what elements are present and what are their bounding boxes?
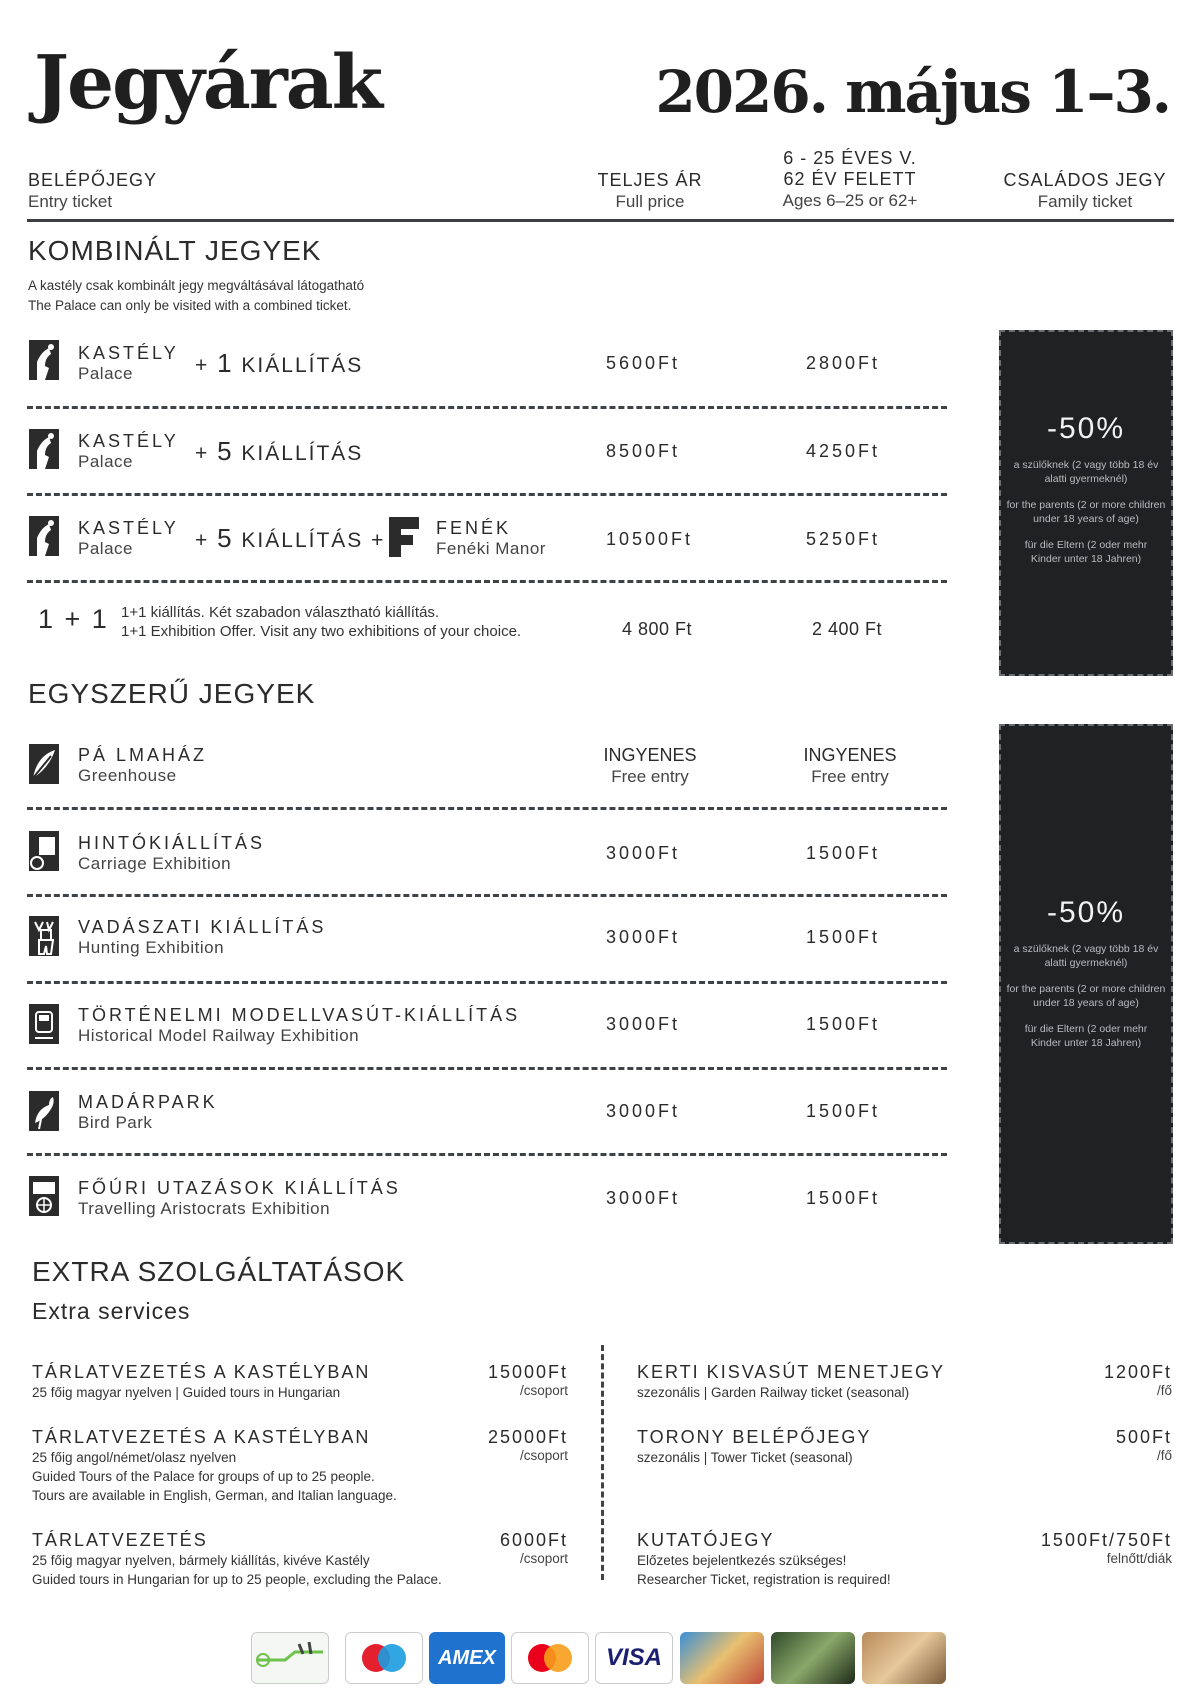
- garden-railway-card-icon: [251, 1632, 329, 1684]
- family-hu: a szülőknek (2 vagy több 18 év alatti gyermeknél): [1013, 459, 1159, 485]
- divider: [27, 406, 947, 409]
- divider: [27, 894, 947, 897]
- combo-row-2-reduced: 4250Ft: [806, 441, 881, 461]
- simple-row-6-full: 3000Ft: [606, 1188, 681, 1208]
- combo-row-1-plus: + 1 KIÁLLÍTÁS: [195, 348, 364, 378]
- col-reduced-hu1: 6 - 25 ÉVES V.: [783, 148, 917, 168]
- service-unit: /csoport: [519, 1383, 568, 1398]
- col-family-en: Family ticket: [1037, 192, 1133, 211]
- oneplusone-full: 4 800 Ft: [622, 619, 693, 639]
- palace-icon: [27, 427, 61, 476]
- family-pct: -50%: [1046, 896, 1126, 929]
- oneplusone-hu: 1+1 kiállítás. Két szabadon választható kiállítás.: [121, 604, 440, 621]
- col-reduced: [760, 148, 940, 211]
- simple-row-3-sub: Hunting Exhibition: [78, 938, 225, 957]
- simple-row-2-reduced: 1500Ft: [806, 843, 881, 863]
- mastercard-icon: [511, 1632, 589, 1684]
- service-price-box: [440, 1362, 568, 1398]
- combo-row-3-num: 5: [217, 523, 234, 553]
- oneplusone-en: 1+1 Exhibition Offer. Visit any two exhibitions of your choice.: [121, 623, 522, 640]
- service-title: TÁRLATVEZETÉS A KASTÉLYBAN: [32, 1427, 371, 1447]
- simple-row-4-full: 3000Ft: [606, 1014, 681, 1034]
- service-title: KUTATÓJEGY: [637, 1530, 775, 1550]
- free-en: Free entry: [611, 767, 689, 786]
- col-full-en: Full price: [615, 192, 685, 211]
- free-hu: INGYENES: [803, 745, 897, 765]
- family-pct: -50%: [1046, 412, 1126, 445]
- service-unit: /csoport: [519, 1551, 568, 1566]
- combo-row-2-word: KIÁLLÍTÁS: [241, 442, 364, 465]
- service-price-box: [1010, 1427, 1172, 1463]
- service-desc: Tours are available in English, German, and Italian language.: [32, 1488, 397, 1503]
- simple-row-5-title: MADÁRPARK: [78, 1092, 218, 1112]
- header-rule: [27, 219, 1174, 222]
- combo-row-2-full: 8500Ft: [606, 441, 681, 461]
- service-desc: Guided Tours of the Palace for groups of up to 25 people.: [32, 1469, 375, 1484]
- service-price: 1500Ft/750Ft: [1040, 1530, 1172, 1550]
- combo-row-1-title: KASTÉLY: [78, 343, 179, 363]
- simple-row-3-title: VADÁSZATI KIÁLLÍTÁS: [78, 917, 327, 937]
- simple-row-1-reduced: [780, 745, 920, 787]
- service-item: [637, 1362, 997, 1402]
- combo-row-2-title: KASTÉLY: [78, 431, 179, 451]
- simple-row-5-full: 3000Ft: [606, 1101, 681, 1121]
- simple-row-3-name: [78, 916, 326, 958]
- service-desc: Guided tours in Hungarian for up to 25 people, excluding the Palace.: [32, 1572, 442, 1587]
- combo-row-2-plus: + 5 KIÁLLÍTÁS: [195, 436, 364, 466]
- extra-heading: EXTRA SZOLGÁLTATÁSOK: [32, 1256, 406, 1287]
- col-family-hu: CSALÁDOS JEGY: [1003, 170, 1167, 190]
- service-desc: Előzetes bejelentkezés szükséges!: [637, 1553, 847, 1568]
- service-unit: /fő: [1156, 1383, 1172, 1398]
- visa-icon: VISA: [595, 1632, 673, 1684]
- simple-row-3-reduced: 1500Ft: [806, 927, 881, 947]
- service-item: [32, 1530, 492, 1589]
- service-price: 500Ft: [1115, 1427, 1172, 1447]
- combo-row-1-word: KIÁLLÍTÁS: [241, 354, 364, 377]
- family-discount-box-combined: [999, 330, 1173, 676]
- service-desc: szezonális | Garden Railway ticket (seasonal): [637, 1385, 910, 1400]
- service-unit: /csoport: [519, 1448, 568, 1463]
- combo-row-3-title: KASTÉLY: [78, 518, 179, 538]
- oneplusone-text: [121, 603, 521, 641]
- combo-row-3-extra: [436, 517, 546, 559]
- train-icon: [27, 1002, 61, 1051]
- family-discount-box-simple: [999, 724, 1173, 1244]
- simple-row-6-name: [78, 1177, 401, 1219]
- combo-row-3-name: [78, 517, 179, 559]
- simple-row-2-full: 3000Ft: [606, 843, 681, 863]
- col-family: [995, 170, 1175, 212]
- service-desc: 25 főig magyar nyelven | Guided tours in Hungarian: [32, 1385, 341, 1400]
- combo-row-3-word: KIÁLLÍTÁS: [241, 529, 364, 552]
- family-en: for the parents (2 or more children under 18 years of age): [1006, 499, 1166, 525]
- col-entry: [28, 170, 157, 212]
- combo-row-1-reduced: 2800Ft: [806, 353, 881, 373]
- simple-row-4-sub: Historical Model Railway Exhibition: [78, 1026, 360, 1045]
- simple-row-4-reduced: 1500Ft: [806, 1014, 881, 1034]
- divider: [27, 1067, 947, 1070]
- simple-row-1-name: [78, 744, 207, 786]
- service-desc: Researcher Ticket, registration is required!: [637, 1572, 891, 1587]
- simple-row-4-name: [78, 1004, 520, 1046]
- szep-card-icon: [680, 1632, 764, 1684]
- oneplusone-label: 1 + 1: [38, 604, 109, 634]
- divider: [27, 981, 947, 984]
- combined-note-en: The Palace can only be visited with a combined ticket.: [28, 298, 352, 313]
- service-desc: szezonális | Tower Ticket (seasonal): [637, 1450, 853, 1465]
- service-title: TÁRLATVEZETÉS A KASTÉLYBAN: [32, 1362, 371, 1382]
- service-price-box: [440, 1427, 568, 1463]
- simple-heading: EGYSZERŰ JEGYEK: [28, 678, 316, 709]
- simple-row-6-reduced: 1500Ft: [806, 1188, 881, 1208]
- service-price: 25000Ft: [487, 1427, 568, 1447]
- combo-row-1-sub: Palace: [78, 364, 133, 383]
- combo-row-1-full: 5600Ft: [606, 353, 681, 373]
- combo-row-1-name: [78, 342, 179, 384]
- simple-row-1-title: PÁ LMAHÁZ: [78, 745, 208, 765]
- divider: [27, 807, 947, 810]
- fenek-icon: [385, 515, 423, 564]
- amex-icon: AMEX: [429, 1632, 505, 1684]
- service-item: [637, 1530, 997, 1589]
- combo-row-2-num: 5: [217, 436, 234, 466]
- service-title: TORONY BELÉPŐJEGY: [637, 1427, 872, 1447]
- service-price-box: [1010, 1362, 1172, 1398]
- simple-row-4-title: TÖRTÉNELMI MODELLVASÚT-KIÁLLÍTÁS: [78, 1005, 521, 1025]
- service-title: TÁRLATVEZETÉS: [32, 1530, 208, 1550]
- carriage-icon: [27, 829, 61, 878]
- simple-row-5-name: [78, 1091, 218, 1133]
- combo-row-3-sub: Palace: [78, 539, 133, 558]
- divider: [27, 580, 947, 583]
- combined-heading: KOMBINÁLT JEGYEK: [28, 235, 322, 266]
- free-hu: INGYENES: [603, 745, 697, 765]
- service-price: 1200Ft: [1103, 1362, 1172, 1382]
- extra-column-divider: [601, 1345, 604, 1580]
- combo-row-3-reduced: 5250Ft: [806, 529, 881, 549]
- bird-icon: [27, 1089, 61, 1138]
- col-full-hu: TELJES ÁR: [597, 170, 703, 190]
- simple-row-1-sub: Greenhouse: [78, 766, 177, 785]
- col-entry-en: Entry ticket: [28, 192, 113, 211]
- mkb-szep-card-icon: [771, 1632, 855, 1684]
- simple-row-1-full: [580, 745, 720, 787]
- oneplusone-reduced: 2 400 Ft: [812, 619, 883, 639]
- palace-icon: [27, 338, 61, 387]
- combo-row-3-full: 10500Ft: [606, 529, 694, 549]
- service-item: [32, 1362, 452, 1402]
- service-title: KERTI KISVASÚT MENETJEGY: [637, 1362, 946, 1382]
- col-reduced-en: Ages 6–25 or 62+: [782, 191, 918, 210]
- service-item: [32, 1427, 472, 1505]
- combo-row-2-sub: Palace: [78, 452, 133, 471]
- combo-row-2-name: [78, 430, 179, 472]
- event-date: 2026. május 1–3.: [655, 58, 1170, 126]
- combo-row-3-extra-title: FENÉK: [436, 518, 512, 538]
- simple-row-3-full: 3000Ft: [606, 927, 681, 947]
- extra-subheading: Extra services: [32, 1298, 191, 1324]
- leaf-icon: [27, 742, 61, 791]
- divider: [27, 493, 947, 496]
- palace-icon: [27, 514, 61, 563]
- free-en: Free entry: [811, 767, 889, 786]
- divider: [27, 1153, 947, 1156]
- combo-row-3-plus: + 5 KIÁLLÍTÁS +: [195, 523, 386, 553]
- service-price: 15000Ft: [487, 1362, 568, 1382]
- simple-row-2-title: HINTÓKIÁLLÍTÁS: [78, 833, 266, 853]
- coach-icon: [27, 1174, 61, 1223]
- simple-row-6-title: FŐÚRI UTAZÁSOK KIÁLLÍTÁS: [78, 1178, 401, 1198]
- simple-row-5-reduced: 1500Ft: [806, 1101, 881, 1121]
- family-de: für die Eltern (2 oder mehr Kinder unter 18 Jahren): [1024, 1023, 1148, 1049]
- service-unit: felnőtt/diák: [1106, 1551, 1172, 1566]
- service-price-box: [1000, 1530, 1172, 1566]
- service-unit: /fő: [1156, 1448, 1172, 1463]
- service-desc: 25 főig angol/német/olasz nyelven: [32, 1450, 237, 1465]
- otp-szep-card-icon: [862, 1632, 946, 1684]
- col-reduced-hu2: 62 ÉV FELETT: [783, 169, 917, 189]
- service-desc: 25 főig magyar nyelven, bármely kiállítás, kivéve Kastély: [32, 1553, 370, 1568]
- page-title: Jegyárak: [34, 40, 381, 126]
- service-item: [637, 1427, 997, 1467]
- simple-row-2-name: [78, 832, 265, 874]
- family-en: for the parents (2 or more children under 18 years of age): [1006, 983, 1166, 1009]
- combo-row-1-num: 1: [217, 348, 234, 378]
- combined-note-hu: A kastély csak kombinált jegy megváltásával látogatható: [28, 278, 365, 293]
- deer-icon: [27, 914, 61, 963]
- simple-row-2-sub: Carriage Exhibition: [78, 854, 232, 873]
- col-entry-hu: BELÉPŐJEGY: [28, 170, 158, 190]
- family-hu: a szülőknek (2 vagy több 18 év alatti gyermeknél): [1013, 943, 1159, 969]
- service-price-box: [440, 1530, 568, 1566]
- family-de: für die Eltern (2 oder mehr Kinder unter 18 Jahren): [1024, 539, 1148, 565]
- col-full: [580, 170, 720, 212]
- combined-note: [28, 276, 364, 316]
- simple-row-6-sub: Travelling Aristocrats Exhibition: [78, 1199, 331, 1218]
- maestro-icon: [345, 1632, 423, 1684]
- simple-row-5-sub: Bird Park: [78, 1113, 153, 1132]
- combo-row-3-extra-sub: Fenéki Manor: [436, 539, 546, 558]
- service-price: 6000Ft: [499, 1530, 568, 1550]
